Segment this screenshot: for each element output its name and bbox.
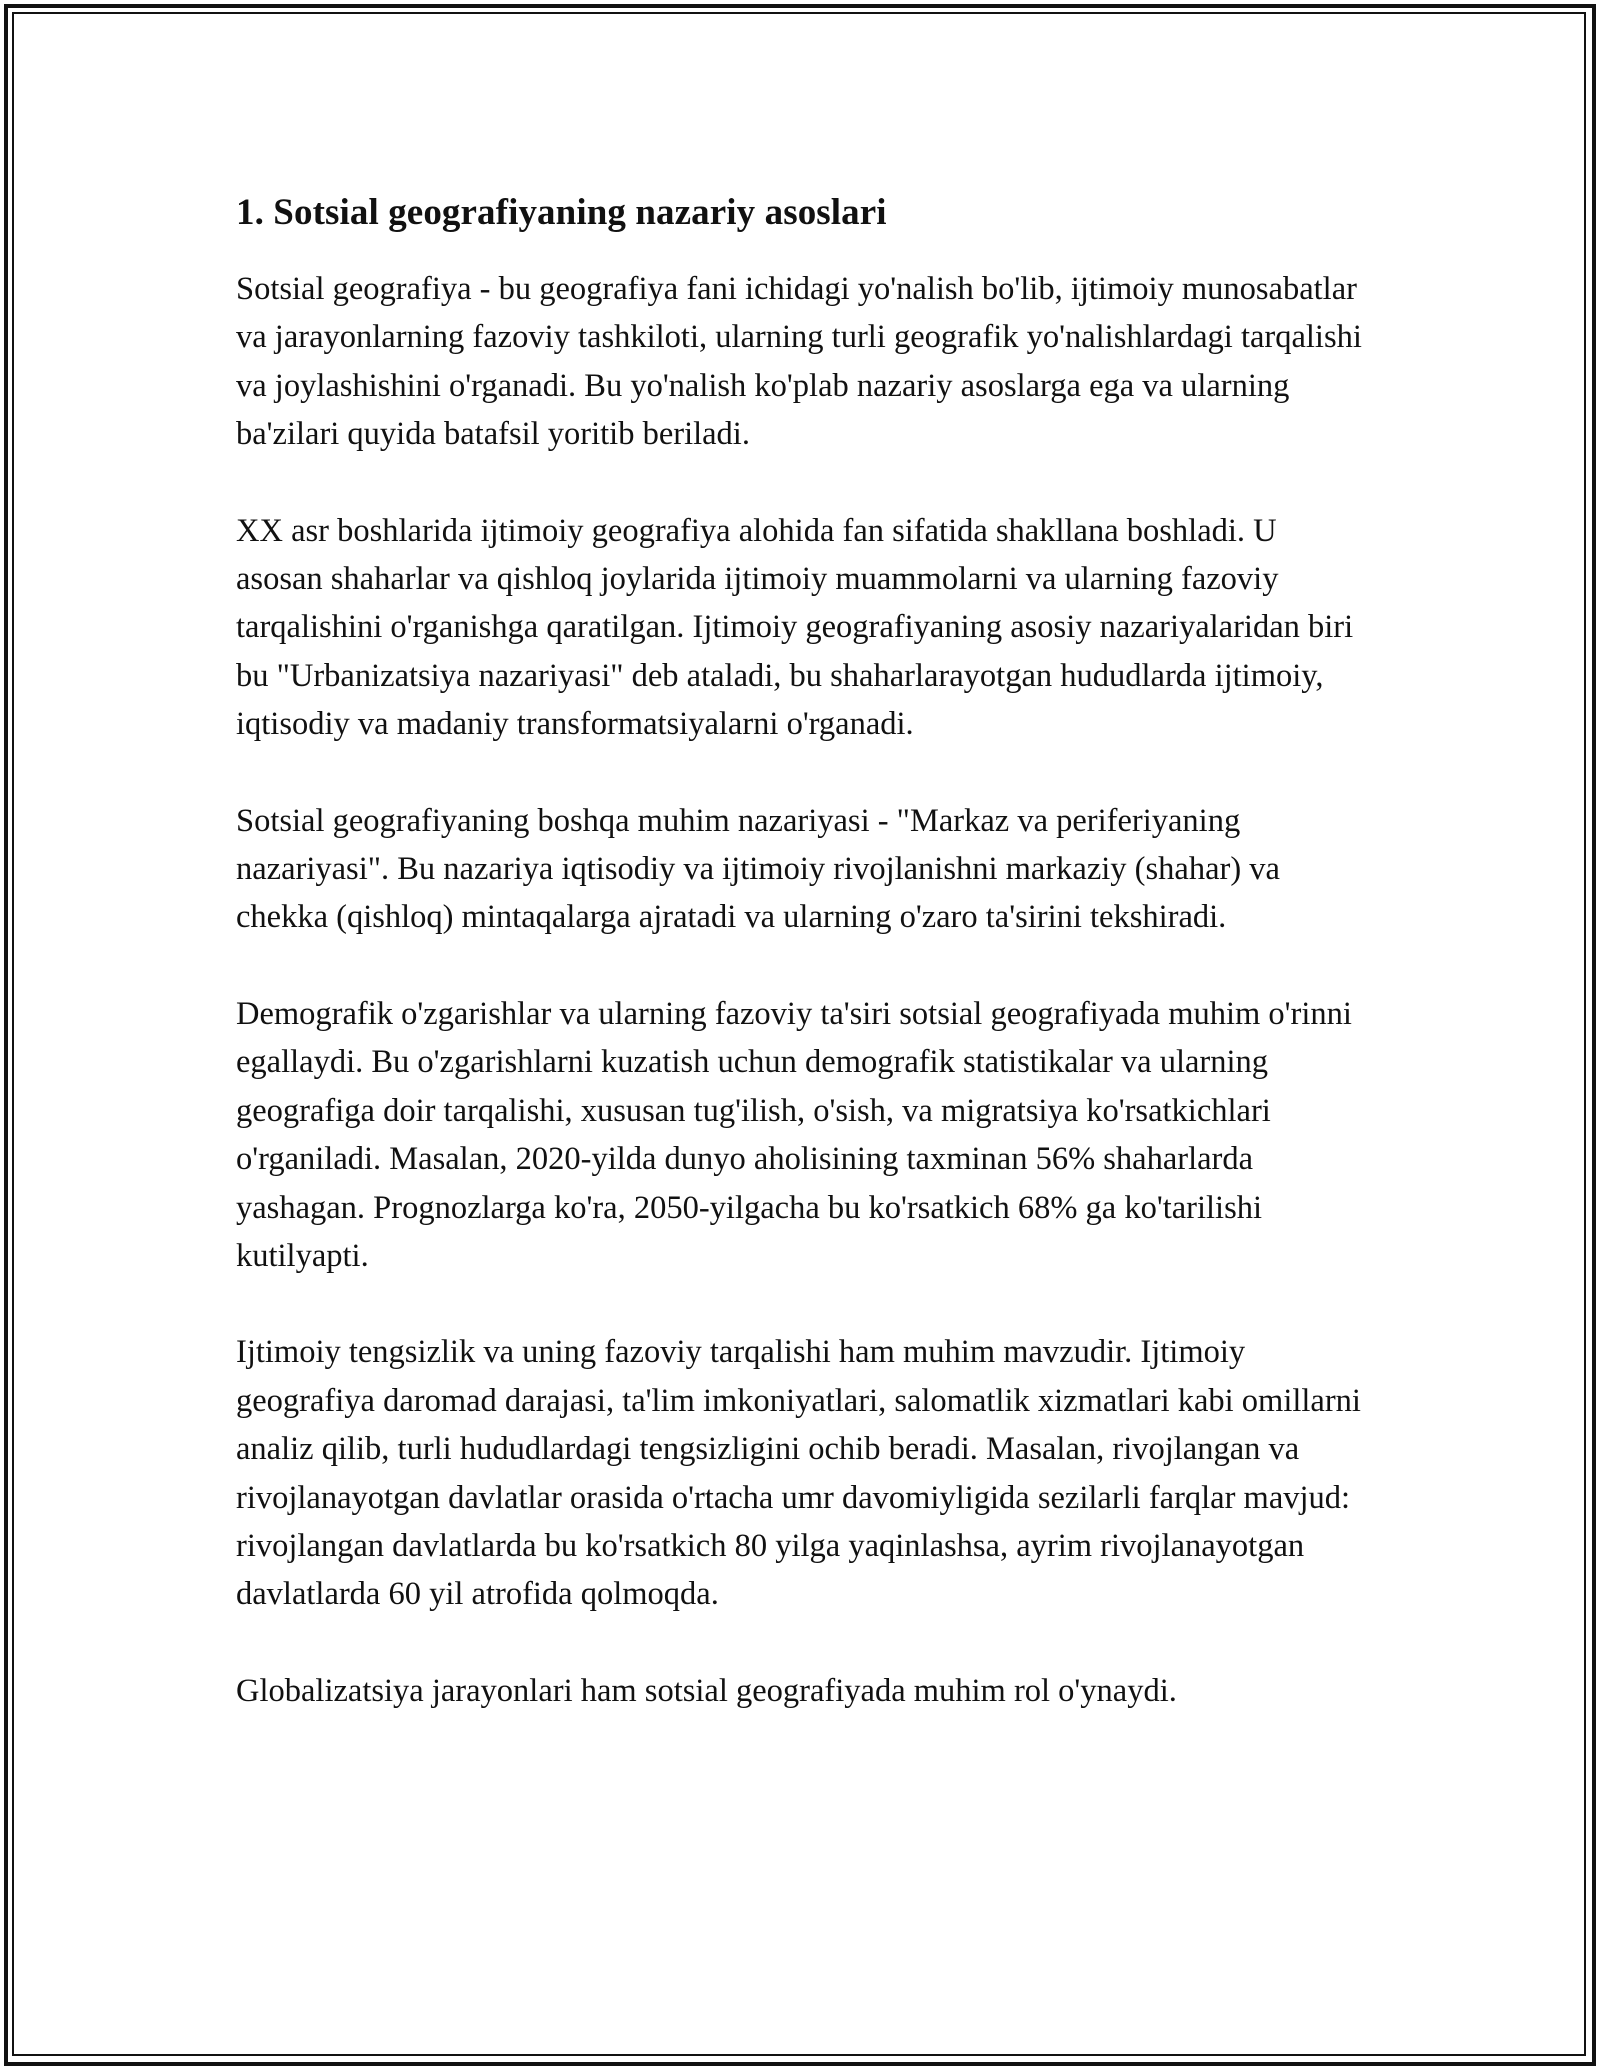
- section-title: 1. Sotsial geografiyaning nazariy asoslari: [236, 192, 887, 233]
- paragraph-demographics: Demografik o'zgarishlar va ularning fazoviy ta'siri sotsial geografiyada muhim o'rinni egallaydi. Bu o'zgarishlarni kuzatish uchun demografik statistikalar va ularning geografiga doir tarqalishi, xususan tug'ilish, o'sish, va migratsiya ko'rsatkichlari o'rganiladi. Masalan, 2020-yilda dunyo aholisining taxminan 56% shaharlarda yashagan. Prognozlarga ko'ra, 2050-yilgacha bu ko'rsatkich 68% ga ko'tarilishi kutilyapti.: [236, 995, 1352, 1274]
- paragraph-globalization: Globalizatsiya jarayonlari ham sotsial geografiyada muhim rol o'ynaydi.: [236, 1672, 1177, 1709]
- paragraph-center-periphery: Sotsial geografiyaning boshqa muhim nazariyasi - "Markaz va periferiyaning nazariyasi". Bu nazariya iqtisodiy va ijtimoiy rivojlanishni markaziy (shahar) va chekka (qishloq) mintaqalarga ajratadi va ularning o'zaro ta'sirini tekshiradi.: [236, 802, 1280, 936]
- paragraph-urbanization: XX asr boshlarida ijtimoiy geografiya alohida fan sifatida shakllana boshladi. U asosan shaharlar va qishloq joylarida ijtimoiy muammolarni va ularning fazoviy tarqalishini o'rganishga qaratilgan. Ijtimoiy geografiyaning asosiy nazariyalaridan biri bu "Urbanizatsiya nazariyasi" deb ataladi, bu shaharlarayotgan hududlarda ijtimoiy, iqtisodiy va madaniy transformatsiyalarni o'rganadi.: [236, 512, 1354, 743]
- paragraph-intro: Sotsial geografiya - bu geografiya fani ichidagi yo'nalish bo'lib, ijtimoiy munosabatlar va jarayonlarning fazoviy tashkiloti, ularning turli geografik yo'nalishlardagi tarqalishi va joylashishini o'rganadi. Bu yo'nalish ko'plab nazariy asoslarga ega va ularning ba'zilari quyida batafsil yoritib beriladi.: [236, 271, 1362, 453]
- document-body: [236, 187, 1366, 1763]
- paragraph-inequality: Ijtimoiy tengsizlik va uning fazoviy tarqalishi ham muhim mavzudir. Ijtimoiy geografiya daromad darajasi, ta'lim imkoniyatlari, salomatlik xizmatlari kabi omillarni analiz qilib, turli hududlardagi tengsizligini ochib beradi. Masalan, rivojlangan va rivojlanayotgan davlatlar orasida o'rtacha umr davomiyligida sezilarli farqlar mavjud: rivojlangan davlatlarda bu ko'rsatkich 80 yilga yaqinlashsa, ayrim rivojlanayotgan davlatlarda 60 yil atrofida qolmoqda.: [236, 1334, 1361, 1613]
